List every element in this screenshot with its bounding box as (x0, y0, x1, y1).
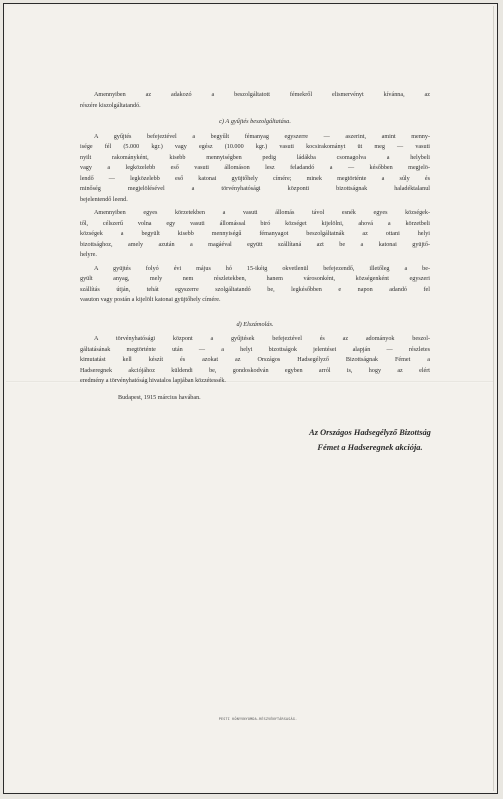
section-d-paragraph-1 (80, 334, 430, 387)
text-line: bizottsághoz, amely azután a magáéval együtt szállítaná azt be a katonai gyüjtő- (80, 241, 430, 248)
text-line: vagy a legközelebb eső vasuti állomáson lesz feladandó a — későbben megjelö- (80, 165, 430, 171)
section-d-heading: d) Elszámolás. (236, 320, 274, 328)
text-line: A gyűjtés befejeztével a begyűlt fémanyag egyszerre — aszerint, amint menny- (94, 133, 430, 140)
text-line: A gyüjtés folyó évi május hó 15-ikéig okvetlenül befejezendő, illetőleg a be- (94, 265, 430, 272)
text-line: minőség megjelölésével a törvényhatósági központi bizottságnak haladéktalanul (80, 186, 430, 192)
section-c-paragraph-3 (80, 264, 430, 306)
signature-line-1: Az Országos Hadsegélyző Bizottság (309, 428, 431, 437)
text-line: vasuton vagy postán a kijelölt katonai gyüjtőhely címére. (80, 297, 221, 303)
intro-line: Amennyiben az adakozó a beszolgáltatott fémekről elismervényt kívánna, az (94, 92, 430, 98)
text-line: től, célszerű volna egy vasuti állomással biró községet kijelölni, ahová a körzetbeli (80, 220, 430, 227)
intro-line: részére kiszolgáltatandó. (80, 102, 141, 109)
text-line: gyült anyag, mely nem részletekben, hanem városonként, községenként egyszeri (80, 276, 430, 282)
text-line: Hadseregnek akciójához küldendi be, gondoskodván egyben arról is, hogy az elért (80, 367, 430, 374)
text-line: nyilt rakományként, kisebb mennyiségben pedig ládákba csomagolva a helybeli (80, 154, 430, 161)
signature-line-2: Fémet a Hadseregnek akciója. (317, 443, 423, 452)
text-line: lendő — legközelebb eső katonai gyüjtőhely címére; minek megtörténte a súly és (80, 175, 430, 182)
text-line: eredmény a törvényhatóság hivatalos lapjában közzétessék. (80, 378, 226, 384)
text-line: bejelentendő leend. (80, 196, 128, 203)
printer-mark: PESTI KÖNYVNYOMDA-RÉSZVÉNYTÁRSASÁG. (218, 717, 298, 721)
document-body (80, 90, 430, 403)
text-line: kimutatást kell készít és azokat az Országos Hadsegélyző Bizottságnak Fémet a (80, 357, 430, 363)
date-line: Budapest, 1915 március havában. (118, 394, 201, 401)
text-line: szállítás útján, tehát egyszerre szolgáltatandó be, legkésőbben e napon adandó fel (80, 286, 430, 293)
section-c-heading: c) A gyűjtés beszolgáltatása. (219, 118, 291, 125)
intro-paragraph (80, 90, 430, 111)
text-line: helyre. (80, 252, 97, 258)
section-c-paragraph-2 (80, 208, 430, 261)
text-line: Amennyiben egyes körzetekben a vasuti állomás távol esnék egyes községek- (94, 210, 430, 216)
text-line: községek a begyült kisebb mennyiségű fémanyagot beszolgáltatnák az ottani helyi (80, 231, 430, 237)
text-line: gáltatásának megtörténte után — a helyi bizottságok jelentései alapján — részletes (80, 346, 430, 353)
text-line: A törvényhatósági központ a gyűjtések befejeztével és az adományok beszol- (94, 336, 430, 342)
text-line: isége fél (5.000 kgr.) vagy egész (10.000 kgr.) vasuti kocsirakományt üt meg — vasuti (80, 144, 430, 150)
signature-block (290, 425, 450, 455)
section-c-paragraph-1 (80, 132, 430, 206)
